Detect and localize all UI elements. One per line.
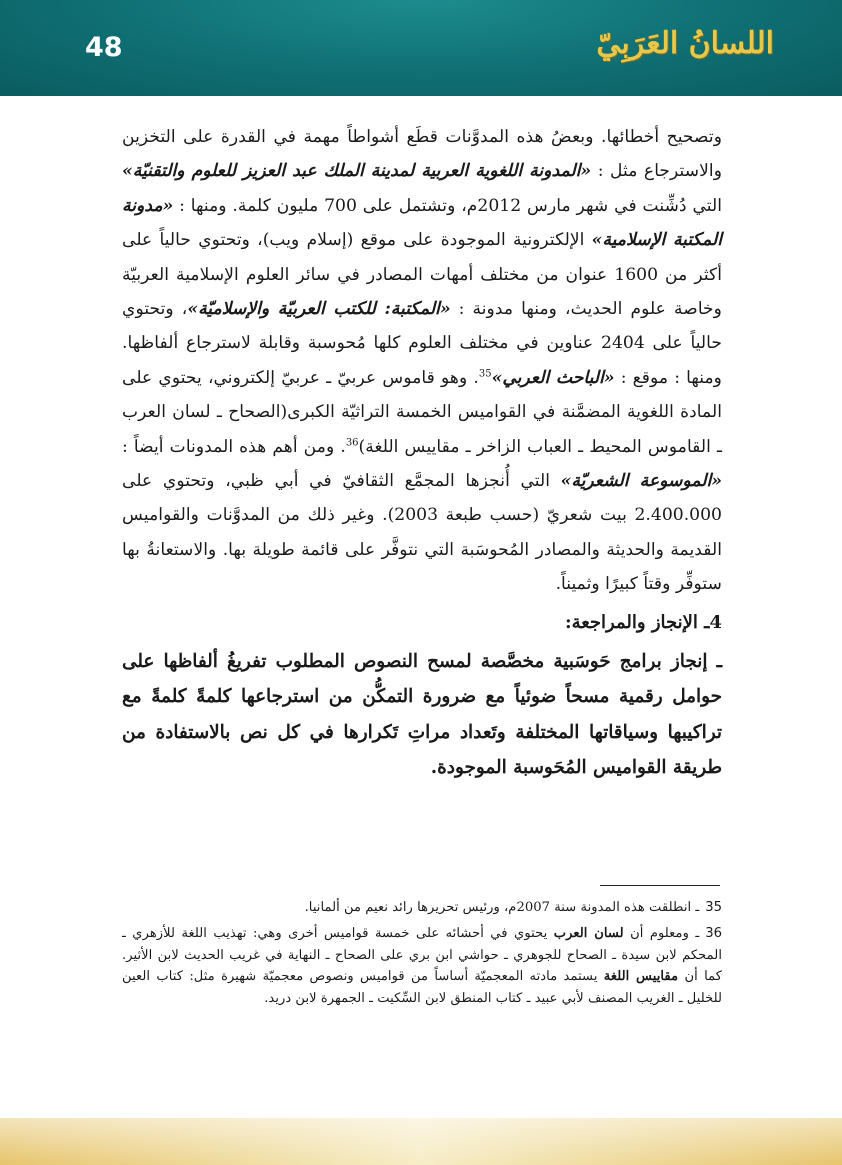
italic-title: «المكتبة: للكتب العربيّة والإسلاميّة» bbox=[187, 299, 451, 320]
text-segment: . ومن أهم هذه المدونات أيضاً : bbox=[122, 436, 346, 457]
text-segment: ، وتحتوي حالياً على 2404 عناوين في مختلف العلوم كلها مُحوسبة وقابلة لاسترجاع ألفاظها. ومنها : موقع : bbox=[122, 299, 722, 388]
page-number: 48 bbox=[85, 32, 123, 63]
footnote-bold: مقاييس اللغة bbox=[603, 969, 679, 985]
footnote-divider bbox=[600, 885, 720, 886]
footnote-text: يستمد مادته المعجميّة أساساً من قواميس ونصوص معجميّة شهيرة مثل: كتاب العين للخليل ـ الغريب المصنف لأبي عبيد ـ كتاب المنطق لابن السِّكيت ـ الجمهرة لابن دريد. bbox=[122, 969, 722, 1007]
text-segment: التي أُنجزها المجمَّع الثقافيّ في أبي ظبي، وتحتوي على 2.400.000 بيت شعريّ (حسب طبعة 2003). وغير ذلك من المدوَّنات والقواميس القديمة والحديثة والمصادر المُحوسَبة التي نتوفَّر على قائمة طويلة بها. والاستعانةُ بها ستوفِّر وقتاً كبيرًا وثميناً. bbox=[122, 471, 722, 595]
page-header bbox=[0, 0, 842, 96]
body-paragraph-1 bbox=[122, 120, 722, 602]
text-segment: الإلكترونية الموجودة على موقع (إسلام ويب)، وتحتوي حالياً على أكثر من 1600 عنوان من مختلف أمهات المصادر في سائر العلوم الإسلامية العربيّة وخاصة علوم الحديث، ومنها مدونة : bbox=[122, 230, 722, 320]
footnote-number: 35 bbox=[705, 900, 722, 915]
footnote-text: ـ انطلقت هذه المدونة سنة 2007م، ورئيس تحريرها رائد نعيم من ألمانيا. bbox=[304, 900, 700, 915]
footnote-ref-36[interactable]: 36 bbox=[345, 436, 359, 448]
footnote-36 bbox=[122, 923, 722, 1010]
main-content bbox=[122, 120, 722, 786]
footnote-text: يحتوي في أحشائه على خمسة قواميس أخرى وهي: تهذيب اللغة للأزهري ـ المحكم لابن سيدة ـ الصحاح للجوهري ـ حواشي ابن بري على الصحاح ـ النهاية في غريب الحديث لابن الأثير. كما أن bbox=[122, 925, 723, 985]
footnote-number: 36 bbox=[705, 925, 722, 941]
journal-logo: اللسانُ العَرَبِيّ bbox=[596, 26, 774, 61]
text-segment: التي دُشِّنت في شهر مارس 2012م، وتشتمل على 700 مليون كلمة. ومنها : bbox=[173, 195, 722, 216]
footnote-35 bbox=[122, 897, 722, 919]
italic-title: «مدونة المكتبة الإسلامية» bbox=[122, 195, 722, 251]
footnotes bbox=[122, 897, 722, 1014]
italic-title: «الموسوعة الشعريّة» bbox=[560, 471, 722, 492]
page-footer-band bbox=[0, 1118, 842, 1165]
footnote-bold: لسان العرب bbox=[553, 925, 624, 941]
text-segment: . وهو قاموس عربيّ ـ عربيّ إلكتروني، يحتوي على المادة اللغوية المضمَّنة في القواميس الخمسة التراثيّة الكبرى(الصحاح ـ لسان العرب ـ القاموس المحيط ـ العباب الزاخر ـ مقاييس اللغة) bbox=[122, 367, 722, 457]
body-paragraph-2: ـ إنجاز برامج حَوسَبية مخصَّصة لمسح النصوص المطلوب تفريغُ ألفاظها على حوامل رقمية مسحاً ضوئياً مع ضرورة التمكُّن من استرجاعها كلمةً كلمةً مع تراكيبها وسياقاتها المختلفة وتَعداد مراتِ تَكرارها في كل نص بالاستفادة من طريقة القواميس المُحَوسبة الموجودة. bbox=[122, 650, 722, 779]
footnote-text: ـ ومعلوم أن bbox=[623, 925, 700, 941]
italic-title: «المدونة اللغوية العربية لمدينة الملك عبد العزيز للعلوم والتقنيّة» bbox=[122, 161, 592, 182]
footnote-ref-35[interactable]: 35 bbox=[478, 368, 492, 380]
italic-title: «الباحث العربي» bbox=[491, 367, 615, 388]
section-heading: 4ـ الإنجاز والمراجعة: bbox=[564, 611, 722, 633]
footer-gradient bbox=[0, 1118, 842, 1165]
text-segment: وتصحيح أخطائها. وبعضُ هذه المدوَّنات قطَع أشواطاً مهمة في القدرة على التخزين والاسترجاع مثل : bbox=[122, 127, 723, 182]
